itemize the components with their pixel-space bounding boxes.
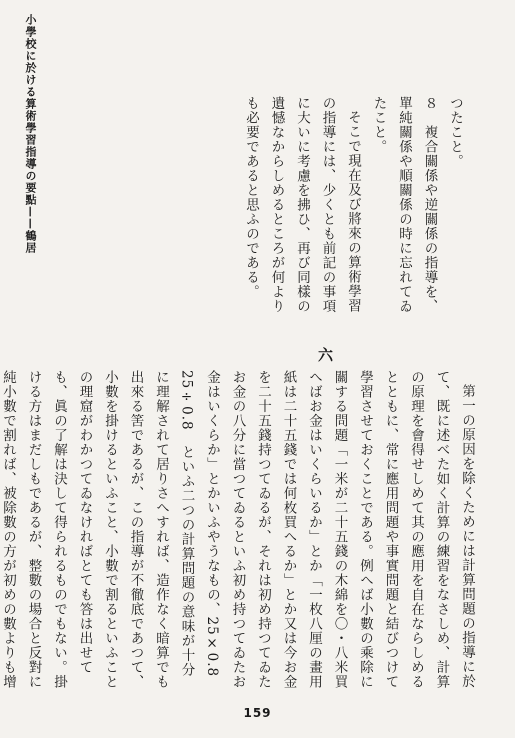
lower-text-column: [0, 370, 479, 690]
page-number: 159: [243, 706, 272, 720]
running-head: 小學校に於ける算術學習指導の要點——鶴居: [24, 14, 37, 254]
section-heading: 六: [317, 346, 333, 364]
paragraph: 第一の原因を除くためには計算問題の指導に於て、既に述べた如く計算の練習をなさしめ、計算の原理を會得せしめて其の應用を自在ならしめるとともに、常に應用問題や事實問題と結びつけて學習させておくことである。例へば小數の乘除に關する問題「一米が二十五錢の木綿を〇・八米買へばお金はいくらいるか」とか「一枚八厘の畫用紙は二十五錢では何枚買へるか」とか又は今お金を二十五錢持つてゐるが、それは初め持つてゐたお金の八分に當つてゐるといふ初め持つてゐたお金はいくらか」とかいふやうなもの、25×0.8 25÷0.8 といふ二つの計算問題の意味が十分に理解されて居りさへすれば、造作なく暗算でも出來る筈であるが、この指導が不徹底であつて、小數を掛けるといふこと、小數で割るといふことの理窟がわかつてゐなければとても答は出せても、眞の了解は決して得られるものでもない。掛ける方はまだしもであるが、整數の場合と反對に純小數で割れば、被除數の方が初めの數よりも增: [0, 370, 475, 689]
list-item-8: ８ 複合關係や逆關係の指導を、單純關係や順關係の時に忘れてゐたこと。: [370, 96, 438, 314]
paragraph: つたこと。: [447, 96, 463, 169]
paragraph: そこで現在及び將來の算術學習の指導には、少くとも前記の事項に大いに考慮を拂ひ、再び同樣の遺憾なからしめるところが何よりも必要であると思ふのである。: [243, 96, 361, 314]
upper-text-column: [47, 96, 467, 322]
